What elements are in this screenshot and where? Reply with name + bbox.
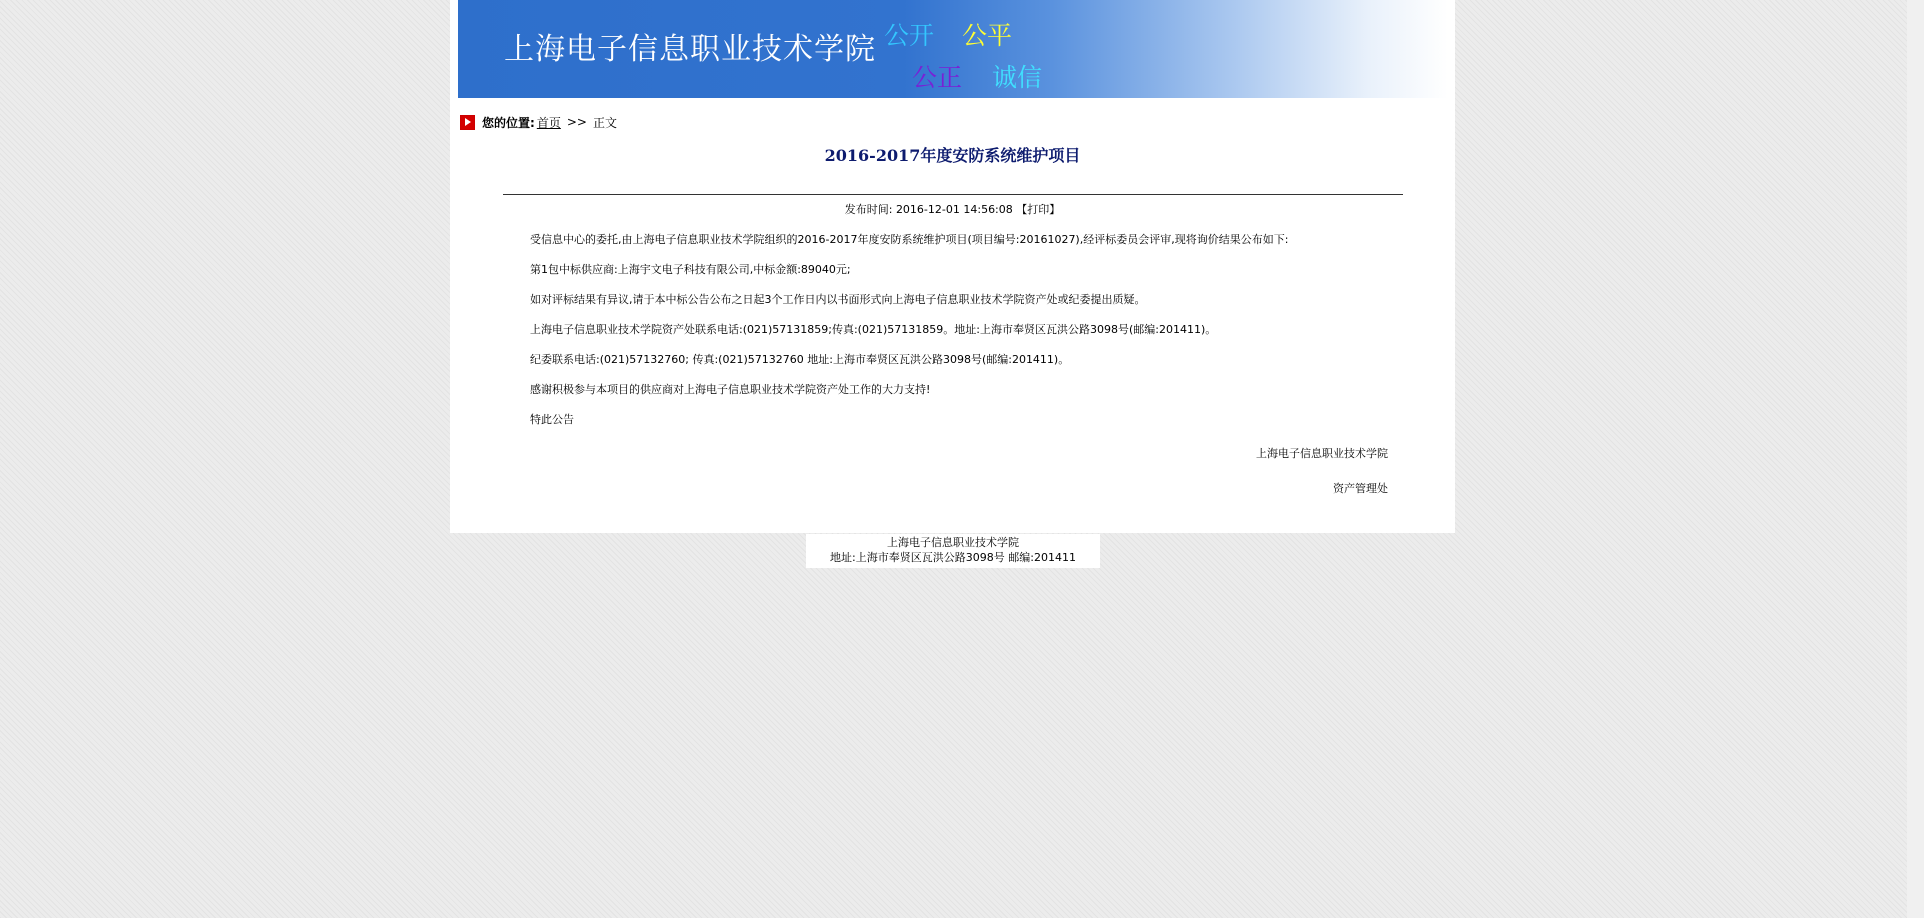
article-paragraph: 第1包中标供应商:上海宇文电子科技有限公司,中标金额:89040元;	[530, 263, 851, 276]
breadcrumb-separator: >>	[566, 115, 587, 129]
publish-label: 发布时间:	[844, 203, 893, 216]
title-divider	[503, 194, 1403, 195]
signature-org: 上海电子信息职业技术学院	[1256, 447, 1388, 460]
article-paragraph: 特此公告	[530, 413, 574, 426]
slogan-chengxin: 诚信	[992, 63, 1043, 92]
page-footer	[806, 534, 1100, 568]
article-paragraph: 受信息中心的委托,由上海电子信息职业技术学院组织的2016-2017年度安防系统维护项目(项目编号:20161027),经评标委员会评审,现将询价结果公布如下:	[530, 233, 1289, 246]
arrow-right-icon	[460, 115, 475, 130]
article-title: 2016-2017年度安防系统维护项目	[824, 146, 1081, 165]
publish-time: 2016-12-01 14:56:08	[895, 203, 1013, 216]
slogan-gongkai: 公开	[884, 21, 935, 50]
header-banner	[458, 0, 1448, 98]
breadcrumb-label: 您的位置:	[482, 115, 535, 130]
article-paragraph: 上海电子信息职业技术学院资产处联系电话:(021)57131859;传真:(021)57131859。地址:上海市奉贤区瓦洪公路3098号(邮编:201411)。	[530, 323, 1217, 336]
publish-info	[450, 201, 1455, 217]
content-page	[450, 0, 1455, 533]
signature-dept: 资产管理处	[1333, 482, 1388, 495]
footer-address: 地址:上海市奉贤区瓦洪公路3098号 邮编:201411	[830, 551, 1076, 564]
slogan-gongzheng: 公正	[912, 63, 963, 92]
print-link[interactable]: 【打印】	[1016, 203, 1061, 216]
article-paragraph: 感谢积极参与本项目的供应商对上海电子信息职业技术学院资产处工作的大力支持!	[530, 383, 931, 396]
breadcrumb-current: 正文	[592, 115, 617, 130]
vertical-scrollbar[interactable]	[1907, 0, 1924, 918]
footer-org: 上海电子信息职业技术学院	[887, 536, 1019, 549]
breadcrumb	[460, 112, 617, 132]
slogan-gongping: 公平	[962, 21, 1013, 50]
site-title: 上海电子信息职业技术学院	[504, 32, 876, 67]
article-paragraph: 纪委联系电话:(021)57132760; 传真:(021)57132760 地址:上海市奉贤区瓦洪公路3098号(邮编:201411)。	[530, 353, 1070, 366]
breadcrumb-home-link[interactable]: 首页	[536, 115, 561, 130]
article-paragraph: 如对评标结果有异议,请于本中标公告公布之日起3个工作日内以书面形式向上海电子信息职业技术学院资产处或纪委提出质疑。	[530, 293, 1146, 306]
